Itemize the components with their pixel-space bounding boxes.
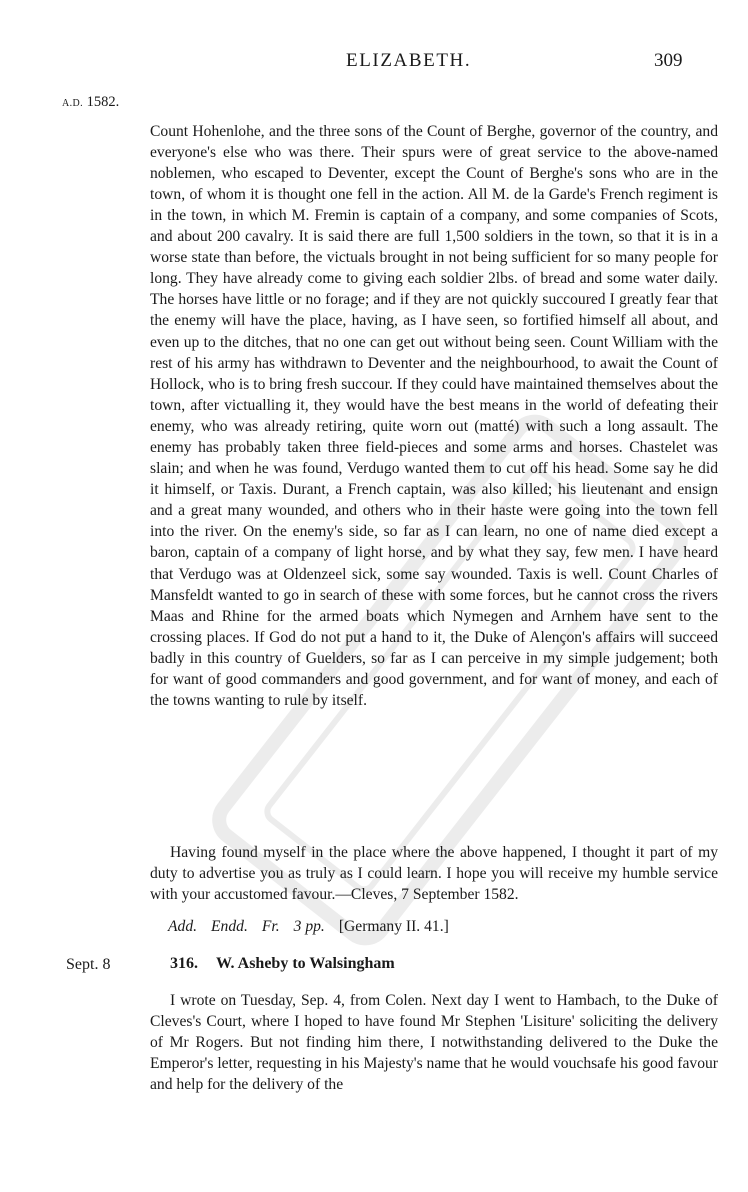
running-title: ELIZABETH.	[346, 50, 472, 71]
entry-number: 316.	[170, 955, 198, 972]
entry-title: W. Asheby to Walsingham	[216, 955, 395, 972]
page-number: 309	[654, 50, 683, 71]
source-note	[168, 918, 449, 936]
page-header	[0, 50, 748, 78]
margin-year-value: 1582.	[86, 94, 120, 110]
margin-year	[62, 94, 119, 111]
source-note-fr: Fr.	[261, 918, 280, 935]
body-paragraph: Count Hohenlohe, and the three sons of the Count of Berghe, governor of the country, and everyone's else who was there. Their spurs were of great service to the above-named noblemen, who escaped to Deventer, except the Count of Berghe's sons who are in the town, of whom it is thought one fell in the action. All M. de la Garde's French regiment is in the town, in which M. Fremin is captain of a company, and some companies of Scots, and about 200 cavalry. It is said there are full 1,500 soldiers in the town, so that it is in a worse state than before, the victuals brought in not being sufficient for so many people for long. They have already come to giving each soldier 2lbs. of bread and some water daily. The horses have little or no forage; and if they are not quickly succoured I greatly fear that the enemy will have the place, having, as I have seen, so fortified himself all about, and even up to the ditches, that no one can get out without being seen. Count William with the rest of his army has withdrawn to Deventer and the neighbourhood, to await the Count of Hollock, who is to bring fresh succour. If they could have maintained themselves about the town, after victualling it, they would have the best means in the world of defeating their enemy, who was already retiring, quite worn out (matté) with such a long assault. The enemy has probably taken three field-pieces and some arms and horses. Chastelet was slain; and when he was found, Verdugo wanted them to cut off his head. Some say he did it himself, or Taxis. Durant, a French captain, was also killed; his lieutenant and ensign and a great many wounded, and others who in their haste were going into the town fell into the river. On the enemy's side, so far as I can learn, no one of name died except a baron, captain of a company of light horse, and by what they say, few men. I have heard that Verdugo was at Oldenzeel sick, some say wounded. Taxis is well. Count Charles of Mansfeldt wanted to go in search of these with some forces, but he cannot cross the rivers Maas and Rhine for the armed boats which Nymegen and Arnhem have sent to the crossing places. If God do not put a hand to it, the Duke of Alençon's affairs will succeed badly in this country of Guelders, so far as I can perceive in my simple judgement; both for want of good commanders and good government, and for want of money, and each of the towns wanting to rule by itself.	[150, 122, 718, 710]
body-paragraph: Having found myself in the place where the above happened, I thought it part of my duty to advertise you as truly as I could learn. I hope you will receive my humble service with your accustomed favour.—Cleves, 7 September 1582.	[150, 843, 718, 903]
margin-ad-label: A.D.	[62, 98, 84, 109]
entry-heading	[170, 955, 395, 973]
source-note-pages: 3 pp.	[293, 918, 325, 935]
source-note-reference: [Germany II. 41.]	[338, 918, 449, 935]
source-note-endd: Endd.	[211, 918, 248, 935]
margin-entry-date: Sept. 8	[66, 956, 111, 973]
source-note-add: Add.	[168, 918, 198, 935]
body-paragraph: I wrote on Tuesday, Sep. 4, from Colen. Next day I went to Hambach, to the Duke of Cleves's Court, where I hoped to have found Mr Stephen 'Lisiture' soliciting the delivery of Mr Rogers. But not finding him there, I notwithstanding delivered to the Duke the Emperor's letter, requesting in his Majesty's name that he would vouchsafe his good favour and help for the delivery of the	[150, 991, 718, 1093]
